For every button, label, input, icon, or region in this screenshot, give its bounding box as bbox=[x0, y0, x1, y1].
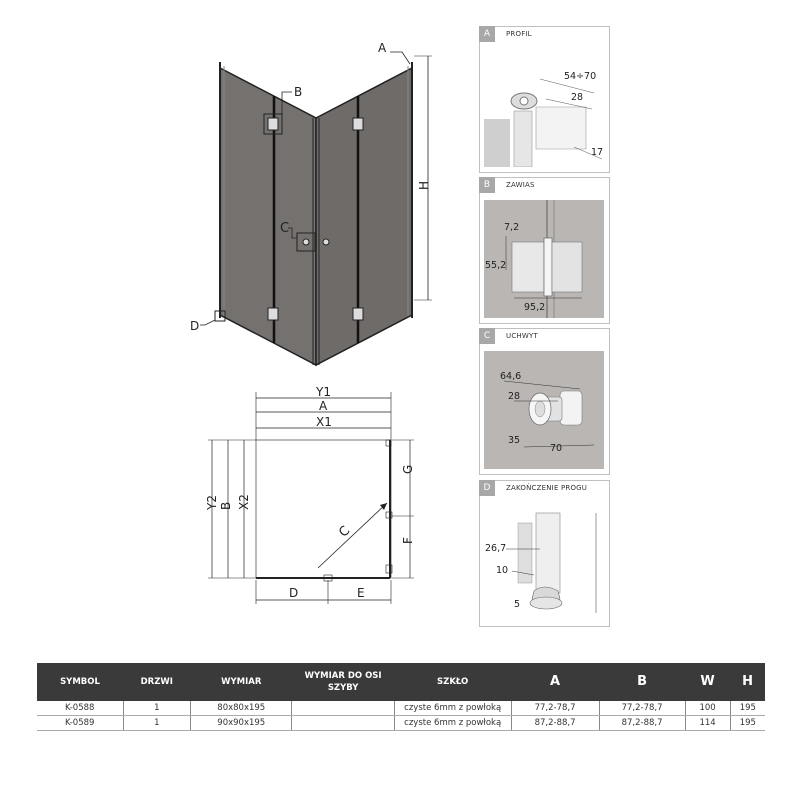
plan-D: D bbox=[289, 586, 299, 600]
cell: K-0588 bbox=[37, 701, 123, 716]
profile-dim-2: 28 bbox=[571, 92, 584, 103]
label-H: H bbox=[417, 180, 431, 190]
profile-detail-image bbox=[484, 49, 604, 167]
col-a: A bbox=[511, 663, 599, 701]
hinge-dim-1: 7,2 bbox=[504, 222, 520, 233]
handle-dim-2: 28 bbox=[508, 391, 521, 402]
col-h: H bbox=[730, 663, 765, 701]
panel-tag: A bbox=[479, 26, 495, 42]
col-b: B bbox=[599, 663, 685, 701]
cell bbox=[292, 716, 394, 731]
panel-title: ZAKOŃCZENIE PROGU bbox=[506, 484, 588, 492]
col-axis-size: WYMIAR DO OSI SZYBY bbox=[292, 663, 394, 701]
col-symbol: SYMBOL bbox=[37, 663, 123, 701]
col-size: WYMIAR bbox=[191, 663, 292, 701]
col-glass: SZKŁO bbox=[394, 663, 511, 701]
plan-C: C bbox=[336, 523, 354, 541]
profile-dim-3: 17 bbox=[591, 147, 604, 158]
cell: 87,2-88,7 bbox=[511, 716, 599, 731]
plan-Y2: Y2 bbox=[205, 495, 219, 510]
label-C: C bbox=[280, 221, 290, 236]
cell: 77,2-78,7 bbox=[599, 701, 685, 716]
label-B: B bbox=[294, 85, 303, 99]
cell: 80x80x195 bbox=[191, 701, 292, 716]
cell: 1 bbox=[123, 701, 191, 716]
cell: K-0589 bbox=[37, 716, 123, 731]
detail-panel-threshold bbox=[479, 480, 610, 627]
threshold-dim-2: 10 bbox=[496, 565, 509, 576]
hinge-dim-2: 55,2 bbox=[485, 260, 507, 271]
panel-tag: C bbox=[479, 328, 495, 344]
plan-B: B bbox=[219, 501, 233, 510]
plan-F: F bbox=[401, 537, 415, 544]
right-glass-panel bbox=[316, 68, 412, 365]
panel-title: PROFIL bbox=[506, 30, 532, 38]
handle-dim-1: 64,6 bbox=[500, 371, 522, 382]
col-doors: DRZWI bbox=[123, 663, 191, 701]
cell: czyste 6mm z powłoką bbox=[394, 716, 511, 731]
col-w: W bbox=[685, 663, 730, 701]
cell: 195 bbox=[730, 701, 765, 716]
profile-dim-1: 54÷70 bbox=[564, 71, 597, 82]
cell: 87,2-88,7 bbox=[599, 716, 685, 731]
table-header-row bbox=[37, 663, 765, 701]
handle-detail-image bbox=[484, 351, 604, 469]
label-D: D bbox=[190, 319, 200, 333]
cell bbox=[292, 701, 394, 716]
panel-title: UCHWYT bbox=[506, 332, 538, 340]
plan-A: A bbox=[319, 399, 328, 413]
plan-X1: X1 bbox=[316, 415, 332, 429]
handle-dim-4: 70 bbox=[550, 443, 563, 454]
plan-E: E bbox=[357, 586, 365, 600]
cell: 114 bbox=[685, 716, 730, 731]
detail-panel-handle bbox=[479, 328, 610, 475]
threshold-detail-image bbox=[484, 503, 604, 621]
panel-tag: B bbox=[479, 177, 495, 193]
table-row bbox=[37, 716, 765, 731]
cell: 1 bbox=[123, 716, 191, 731]
cell: 90x90x195 bbox=[191, 716, 292, 731]
table-row bbox=[37, 701, 765, 716]
cell: czyste 6mm z powłoką bbox=[394, 701, 511, 716]
detail-panel-hinge bbox=[479, 177, 610, 324]
threshold-dim-1: 26,7 bbox=[485, 543, 507, 554]
cell: 100 bbox=[685, 701, 730, 716]
cell: 77,2-78,7 bbox=[511, 701, 599, 716]
cabin-3d-drawing bbox=[180, 30, 460, 375]
detail-panel-profile bbox=[479, 26, 610, 173]
spec-table bbox=[37, 663, 765, 731]
panel-tag: D bbox=[479, 480, 495, 496]
hinge-dim-3: 95,2 bbox=[524, 302, 546, 313]
cell: 195 bbox=[730, 716, 765, 731]
plan-Y1: Y1 bbox=[316, 385, 331, 399]
plan-G: G bbox=[401, 464, 415, 474]
plan-view-drawing bbox=[200, 380, 430, 605]
panel-title: ZAWIAS bbox=[506, 181, 535, 189]
hinge-detail-image bbox=[484, 200, 604, 318]
label-A: A bbox=[378, 41, 387, 55]
threshold-dim-3: 5 bbox=[514, 599, 521, 610]
handle-dim-3: 35 bbox=[508, 435, 521, 446]
plan-X2: X2 bbox=[237, 494, 251, 510]
